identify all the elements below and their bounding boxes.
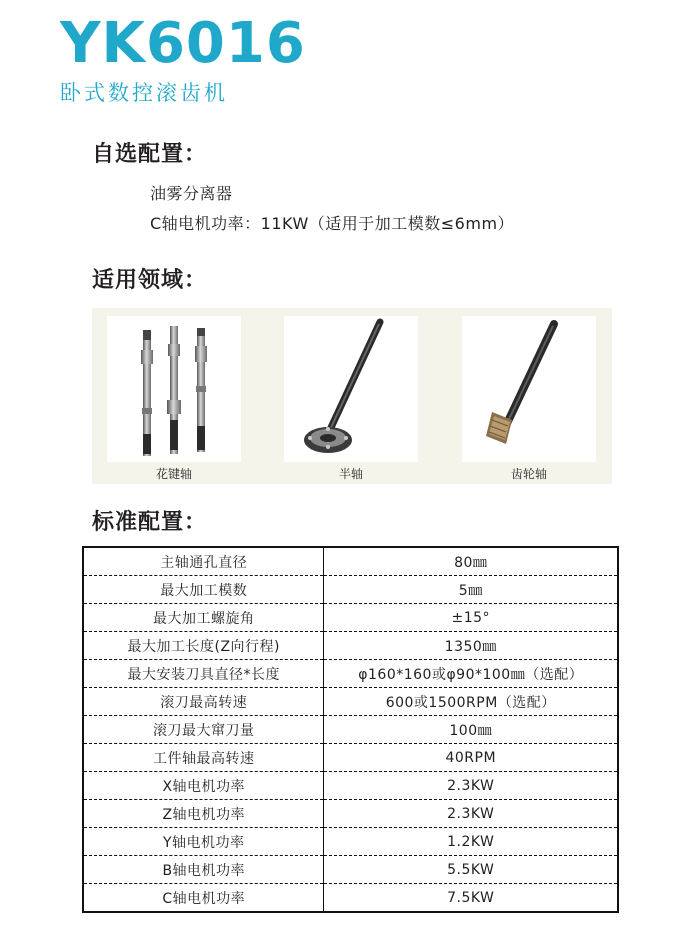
- spline-shafts-image: [107, 316, 241, 462]
- spec-value: 40RPM: [324, 744, 618, 772]
- optional-item-oil-mist-separator: 油雾分离器: [150, 184, 233, 203]
- table-row: [83, 547, 618, 576]
- applications-heading: 适用领域：: [92, 268, 208, 293]
- spec-value: 1.2KW: [324, 828, 618, 856]
- table-row: [83, 632, 618, 660]
- application-half-shaft: [284, 316, 418, 482]
- spec-name: C轴电机功率: [83, 884, 324, 913]
- spec-name: Y轴电机功率: [83, 828, 324, 856]
- table-row: [83, 576, 618, 604]
- spec-name: Z轴电机功率: [83, 800, 324, 828]
- table-row: [83, 828, 618, 856]
- spec-name: 工件轴最高转速: [83, 744, 324, 772]
- spec-value: 2.3KW: [324, 772, 618, 800]
- table-row: [83, 800, 618, 828]
- table-row: [83, 772, 618, 800]
- spec-name: 滚刀最高转速: [83, 688, 324, 716]
- table-row: [83, 716, 618, 744]
- optional-item-c-axis-motor: C轴电机功率：11KW（适用于加工模数≤6mm）: [150, 214, 515, 233]
- spline-shaft-label: 花键轴: [155, 467, 192, 481]
- table-row: [83, 660, 618, 688]
- half-shaft-label: 半轴: [338, 467, 363, 481]
- applications-panel: [92, 308, 612, 484]
- spec-value: ±15°: [324, 604, 618, 632]
- table-row: [83, 744, 618, 772]
- standard-config-heading: 标准配置：: [92, 510, 208, 535]
- model-title: YK6016: [60, 11, 306, 76]
- spec-value: 600或1500RPM（选配）: [324, 688, 618, 716]
- table-row: [83, 604, 618, 632]
- gear-shaft-image: [462, 316, 596, 462]
- spec-value: 7.5KW: [447, 889, 495, 906]
- spec-value: 5.5KW: [324, 856, 618, 884]
- spec-value: 5㎜: [324, 576, 618, 604]
- spec-value: 2.3KW: [324, 800, 618, 828]
- machine-subtitle: 卧式数控滚齿机: [60, 81, 228, 105]
- table-row: [83, 856, 618, 884]
- half-shaft-image: [284, 316, 418, 462]
- spec-name: B轴电机功率: [83, 856, 324, 884]
- spec-name: 最大加工模数: [83, 576, 324, 604]
- table-row: [83, 688, 618, 716]
- spec-name: X轴电机功率: [83, 772, 324, 800]
- spec-name: 滚刀最大窜刀量: [83, 716, 324, 744]
- spec-name: 最大安装刀具直径*长度: [83, 660, 324, 688]
- gear-shaft-label: 齿轮轴: [510, 467, 547, 481]
- table-row: [83, 884, 618, 913]
- standard-config-table: [82, 546, 619, 913]
- application-spline-shaft: [107, 316, 241, 482]
- spec-value: 80㎜: [324, 547, 618, 576]
- spec-name: 最大加工长度(Z向行程): [83, 632, 324, 660]
- spec-name: 主轴通孔直径: [83, 547, 324, 576]
- spec-value: φ160*160或φ90*100㎜（选配）: [324, 660, 618, 688]
- spec-value: 100㎜: [324, 716, 618, 744]
- application-gear-shaft: [462, 316, 596, 482]
- optional-config-heading: 自选配置：: [92, 142, 208, 167]
- spec-value: 1350㎜: [324, 632, 618, 660]
- spec-name: 最大加工螺旋角: [83, 604, 324, 632]
